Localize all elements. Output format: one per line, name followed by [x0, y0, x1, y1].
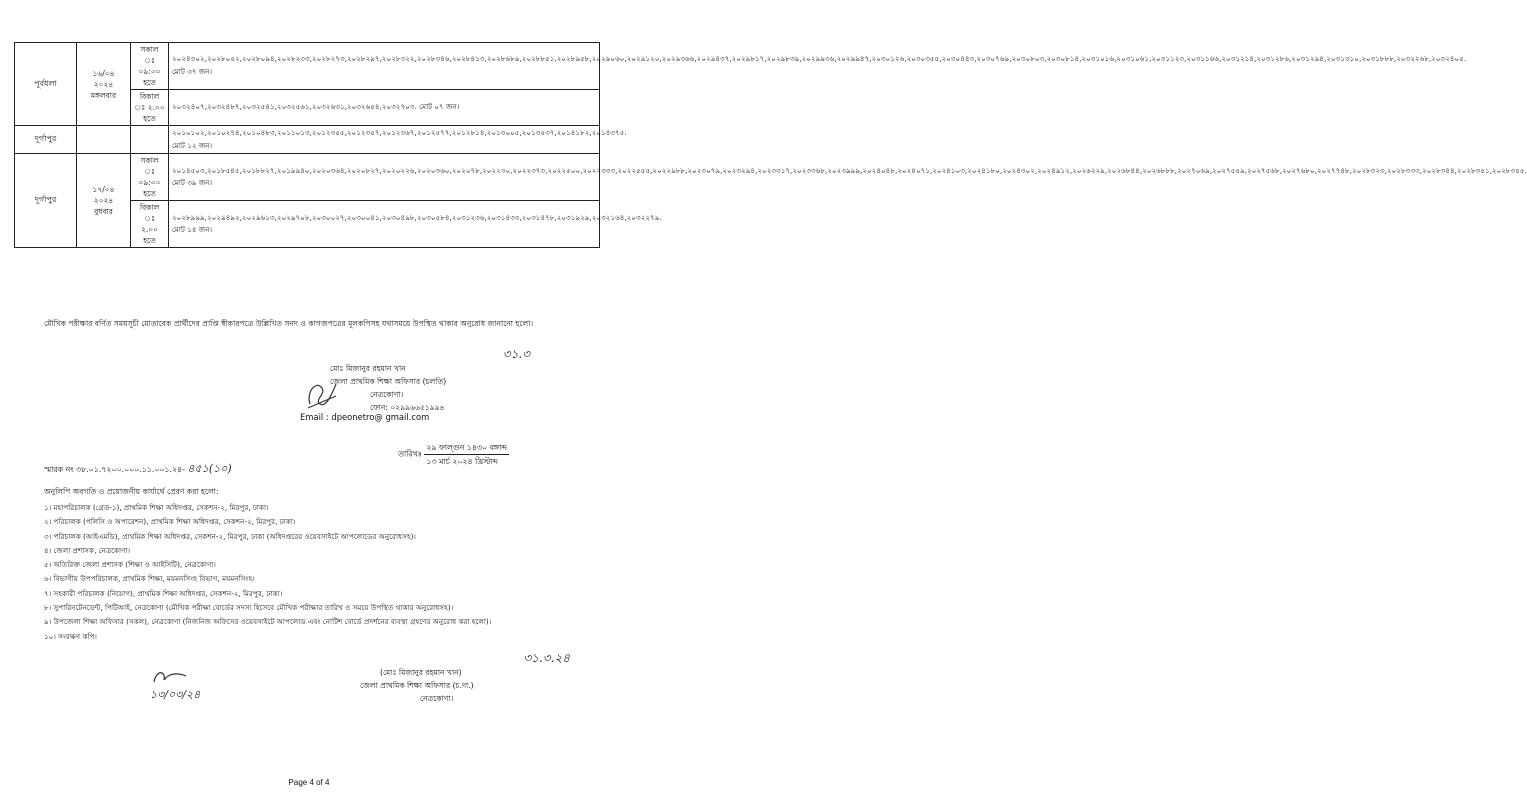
- signatory-name-2: (মোঃ মিজানুর রহমান খান): [380, 668, 462, 677]
- roll-list: ২০২৮৯৯৯,২০২৯৪৯২,২০২৯৬১৩,২০২৯৭০৮,২০৩০০২৭,২০৩০০৪১,২০৩০৪৯৮,২০৩০৫৮৪,২০৩১২৩৬,২০৩১৪৩৩,২০৩১৪৭৮,২০৩১৯২৯,২০৩২১৬৪,২০৩২২৭৯. মোট ১৪ জন।: [169, 201, 600, 248]
- date-english: ১৩ মার্চ ২০২৪ খ্রিস্টাব্দ: [426, 457, 498, 466]
- list-item: ৪। জেলা প্রশাসক, নেত্রকোণা।: [44, 545, 131, 555]
- signatory-office-2: নেত্রকোণা।: [420, 694, 454, 703]
- date-label: তারিখঃ: [398, 449, 422, 459]
- table-row: [15, 154, 600, 201]
- signature-block-2: [360, 652, 600, 705]
- date-bangla: ২৯ ফাল্গুন ১৪৩০ বঙ্গাব্দ: [424, 441, 508, 455]
- list-item: ৭। সহকারী পরিচালক (নিয়োগ), প্রাথমিক শিক্ষা অধিদপ্তর, সেকশন-২, মিরপুর, ঢাকা।: [44, 588, 283, 598]
- handwritten-initials: [302, 374, 342, 414]
- signatory-office: নেত্রকোণা।: [370, 390, 404, 399]
- email-address: Email : dpeonetro@ gmail.com: [300, 412, 430, 422]
- initials-date: ১৩/০৩/২৪: [150, 668, 200, 705]
- list-item: ৮। সুপারিনটেনডেন্ট, পিটিআই, নেত্রকোণা (মৌখিক পরীক্ষা বোর্ডের সদস্য হিসেবে মৌখিক পরীক্ষার তারিখ ও সময়ে উপস্থিত থাকার অনুরোধসহ)।: [44, 603, 454, 613]
- list-item: ৫। অতিরিক্ত জেলা প্রশাসক (শিক্ষা ও আইসিটি), নেত্রকোণা।: [44, 560, 216, 570]
- date-cell: ১৭/০৪ ২০২৪ বুধবার: [77, 154, 131, 248]
- roll-list: ২০৩২৪০৭,২০৩২৪৮৭,২০৩২৫৪১,২০৩২৫৬১,২০৩২৬৩১,২০৩২৬৫৪,২০৩২৭০৩. মোট ০৭ জন।: [169, 90, 600, 126]
- signatory-designation-2: জেলা প্রাথমিক শিক্ষা অফিসার (চ.দা.): [360, 681, 474, 690]
- initials-scribble-icon: [150, 668, 190, 686]
- shift-cell: বিকাল ঃ ২.০০ হতে: [131, 90, 169, 126]
- signatory-name: মোঃ মিজানুর রহমান খান: [330, 364, 406, 373]
- signatory-designation: জেলা প্রাথমিক শিক্ষা অফিসার (চলতি): [330, 377, 447, 386]
- page-footer: Page 4 of 4: [288, 778, 330, 787]
- table-row: [15, 126, 600, 154]
- table-row: [15, 43, 600, 90]
- roll-list: ২০১৪৫০৩,২০১৮৫৪৫,২০১৮৮২৭,২০১৯৯৪০,২০২০৩৬৪,২০২০৮২৭,২০২০২২৬,২০২০৩৬০,২০২০৭৮,২০২২৩০,২০২২৩৭৩,২০২২৫০০,২০২২৩৩৩,২০২২৫৫৫,২০২২৯৮৮,২০২৩০৭৯,২০২৩২৯৪,২০২৩৩১৭,২০২৩৩৬৮,২০২৩৯৯৯,২০২৪০৪৮,২০২৪০৭১,২০২৪১০৩,২০২৪১৮০,২০২৪৩০২,২০২৪৯১২,২০২৬২২৯,২০২৬৮৪৪,২০২৬৮৮৮,২০২৭০৬৯,২০২৭৫৫৯,২০২৭৫৬৮,২০২৭৬৮০,২০২৭৭৪৮,২০২৮৩২৩,২০২৮৩৩৩,২০২৮৩৪৪,২০২৮৩৫১,২০২৮৩৫৫. মোট ৩৯ জন।: [169, 154, 600, 201]
- roll-list: ২০১০১০২,২০১০২৭৪,২০১০৪৮৩,২০১১০১৩,২০১২৩৫৫,২০১২৩৫৭,২০১২৩৬৭,২০১২৫৭৭,২০১২৮১৪,২০১৩০০৫,২০১৩৫৩৭,২০১৪১৮২,২০১৪৩৭৫. মোট ১২ জন।: [169, 126, 600, 154]
- list-item: ৩। পরিচালক (আইএমডি), প্রাথমিক শিক্ষা অধিদপ্তর, সেকশন-২, মিরপুর, ঢাকা (অধিদপ্তরের ওয়েবসাইটে আপলোডের অনুরোধসহ)।: [44, 531, 416, 541]
- upazila-cell: পূর্বধলা: [15, 43, 77, 126]
- signature-block: [330, 348, 600, 414]
- signature-mark-2: ৩১.৩.২৪: [523, 651, 570, 665]
- shift-cell: বিকাল ঃ ২.০০ হতে: [131, 201, 169, 248]
- list-item: ৬। বিভাগীয় উপপরিচালক, প্রাথমিক শিক্ষা, ময়মনসিংহ বিভাগ, ময়মনসিংহ।: [44, 574, 255, 584]
- initials-scribble-icon: [302, 374, 342, 414]
- date-cell: [77, 126, 131, 154]
- roll-list: ২০২৪৩০২,২০২৮০৫২,২০২৮০৯৪,২০২৮২৩৩,২০২৮২৭৩,২০২৮২৯৭,২০২৮৩২২,২০২৮৩৪৬,২০২৮৪১৩,২০২৮৬৮৯,২০২৮৮৫১,২০২৮৯৫৮,২০২৯০৬০,২০২৯১২০,২০২৯৩৬৬,২০২৯৪৩৭,২০২৯৮১৭,২০২৯৮৩৯,২০২৯৯৩৬,২০২৯৯৪৭,২০৩০১২৬,২০৩০৩৫৫,২০৩০৪৪৩,২০৩০৭৬৯,২০৩০৮০৩,২০৩০৮১৪,২০৩১০১৬,২০৩১০৬১,২০৩১১২৩,২০৩১১৬৬,২০৩১২১৪,২০৩১২৮৬,২০৩১২৯৪,২০৩১৩১০,২০৩১৮৮৮,২০৩২২৬৮,২০৩২৪০৫. মোট ৩৭ জন।: [169, 43, 600, 90]
- upazila-cell: দূর্গাপুর: [15, 154, 77, 248]
- signature-mark: ৩১.৩: [502, 347, 530, 361]
- shift-cell: সকাল ঃ ০৯:০০ হতে: [131, 43, 169, 90]
- instruction-note: মৌখিক পরীক্ষার বর্ণিত সময়সূচী মোতাবেক প্রার্থীদের প্রাপ্তি স্বীকারপত্রে উল্লিখিত সনদ ও কাগজপত্রের মূলকপিসহ যথাসময়ে উপস্থিত থাকার অনুরোধ জানানো হলো।: [44, 319, 534, 328]
- list-item: ১। মহাপরিচালক (গ্রেড-১), প্রাথমিক শিক্ষা অধিদপ্তর, সেকশন-২, মিরপুর, ঢাকা।: [44, 503, 269, 512]
- shift-cell: [131, 126, 169, 154]
- copy-recipient-list: [44, 501, 604, 644]
- memo-number: স্মারক নং ৩৮.০১.৭২০০.০০০.১১.০০১.২৪- ৪৫১(১০): [44, 462, 232, 475]
- list-item: ১০। সংরক্ষণ কপি।: [44, 631, 97, 641]
- phone-number: ফোন: ০২৯৯৬৬৫১৯৯৪: [370, 403, 445, 412]
- schedule-table: [14, 42, 1527, 248]
- shift-cell: সকাল ঃ ০৯:০০ হতে: [131, 154, 169, 201]
- copy-intro: অনুলিপি অবগতি ও প্রয়োজনীয় কার্যার্থে প্রেরণ করা হলো:: [44, 487, 219, 496]
- list-item: ৯। উপজেলা শিক্ষা অফিসার (সকল), নেত্রকোণা (নিজনিজ অফিসের ওয়েবসাইটে আপলোড এবং নোটিশ বোর্ডে প্রদর্শনের ব্যবস্থা গ্রহণের অনুরোধ করা হলো)।: [44, 617, 492, 627]
- handwritten-memo-no: ৪৫১(১০): [187, 462, 232, 475]
- upazila-cell: দূর্গাপুর: [15, 126, 77, 154]
- list-item: ২। পরিচালক (পলিসি ও অপারেশন), প্রাথমিক শিক্ষা অধিদপ্তর, সেকশন-২, মিরপুর, ঢাকা।: [44, 517, 296, 527]
- date-cell: ১৬/০৪ ২০২৪ মঙ্গলবার: [77, 43, 131, 126]
